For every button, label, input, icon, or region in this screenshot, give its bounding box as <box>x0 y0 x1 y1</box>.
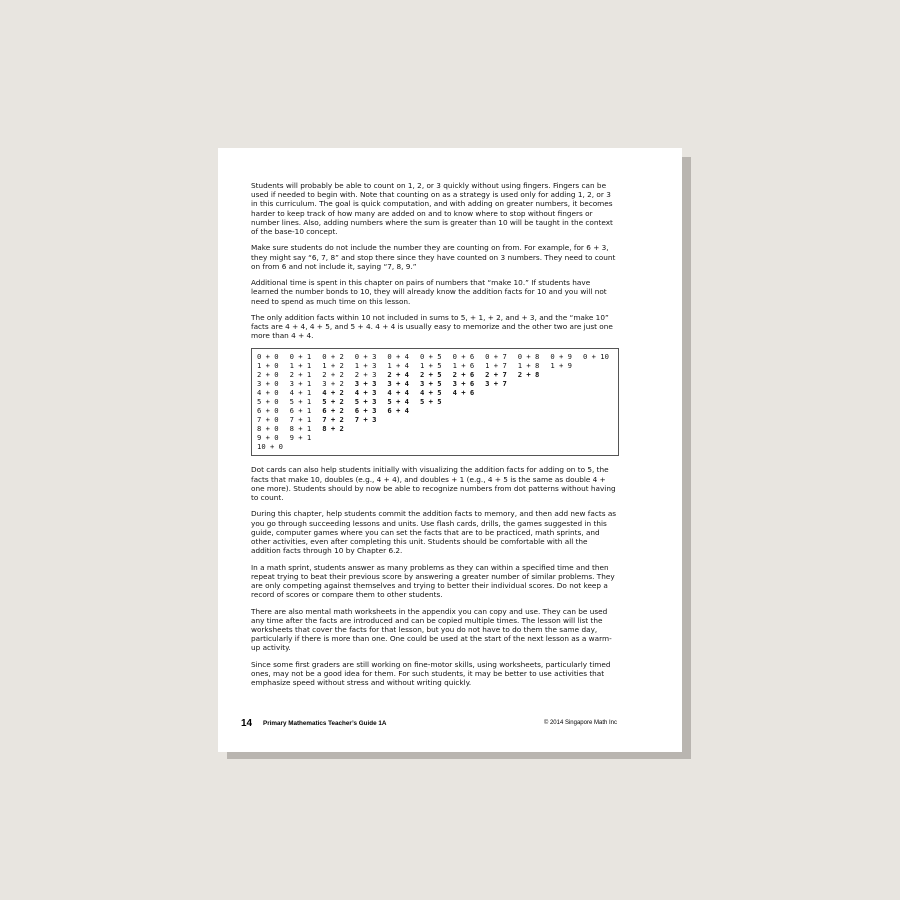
addition-fact: 8 + 1 <box>289 424 312 434</box>
addition-fact: 3 + 7 <box>485 378 507 388</box>
facts-column <box>485 352 518 452</box>
facts-column <box>453 352 486 452</box>
addition-fact: 4 + 6 <box>452 387 475 397</box>
addition-fact: 0 + 10 <box>582 351 609 361</box>
addition-fact: 5 + 4 <box>387 397 410 407</box>
page-content <box>251 181 619 695</box>
addition-fact: 0 + 9 <box>550 351 572 361</box>
addition-fact: 4 + 2 <box>322 387 344 397</box>
facts-column <box>355 352 388 452</box>
facts-column <box>322 352 355 452</box>
addition-fact: 2 + 6 <box>452 369 475 379</box>
addition-fact: 0 + 2 <box>322 351 344 361</box>
addition-fact: 3 + 4 <box>387 378 410 388</box>
paragraph-8: There are also mental math worksheets in the appendix you can copy and use. They can be used any time after the facts are introduced and can be copied multiple times. The lesson will list the worksheets that cover the facts for that lesson, but you do not have to do them the same day, particularly if there is more than one. One could be used at the start of the next lesson as a warm-up activity. <box>251 606 612 653</box>
addition-fact: 0 + 5 <box>419 351 442 361</box>
addition-fact: 4 + 3 <box>354 387 377 397</box>
paragraph-9: Since some first graders are still working on fine-motor skills, using worksheets, particularly timed ones, may not be a good idea for them. For such students, it may be better to use activities that emphasize speed without stress and without writing quickly. <box>251 659 611 688</box>
paragraph-7: In a math sprint, students answer as many problems as they can within a specified time and then repeat trying to beat their previous score by answering a greater number of similar problems. They are only competing against themselves and trying to better their individual scores. Do not keep a record of scores or compare them to other students. <box>251 562 615 600</box>
addition-fact: 6 + 1 <box>289 406 312 416</box>
paragraph-2: Make sure students do not include the number they are counting on from. For example, for 6 + 3, they might say “6, 7, 8” and stop there since they have counted on 3 numbers. They need to count on from 6 and not include it, saying “7, 8, 9.” <box>251 243 616 271</box>
addition-fact: 3 + 2 <box>322 378 344 388</box>
addition-facts-table <box>251 348 619 457</box>
addition-fact: 1 + 4 <box>387 360 410 370</box>
addition-fact: 0 + 7 <box>485 351 507 361</box>
addition-fact: 3 + 1 <box>289 378 312 388</box>
addition-fact: 1 + 3 <box>354 360 377 370</box>
page-footer <box>241 718 617 730</box>
addition-fact: 0 + 3 <box>354 351 377 361</box>
addition-fact: 3 + 6 <box>452 378 475 388</box>
addition-fact: 1 + 1 <box>289 360 312 370</box>
facts-column <box>257 352 290 452</box>
addition-fact: 5 + 5 <box>419 397 442 407</box>
document-page <box>218 148 682 752</box>
addition-fact: 1 + 7 <box>485 360 507 370</box>
addition-fact: 4 + 5 <box>419 387 442 397</box>
addition-fact: 2 + 4 <box>387 369 410 379</box>
page-number: 14 <box>241 718 253 729</box>
addition-fact: 5 + 3 <box>354 397 377 407</box>
addition-fact: 3 + 5 <box>419 378 442 388</box>
addition-fact: 7 + 1 <box>289 415 312 425</box>
addition-fact: 2 + 2 <box>322 369 344 379</box>
facts-column <box>583 352 616 452</box>
addition-fact: 0 + 6 <box>452 351 475 361</box>
addition-fact: 0 + 1 <box>289 351 312 361</box>
addition-fact: 7 + 3 <box>354 415 377 425</box>
addition-fact: 9 + 0 <box>257 433 279 443</box>
addition-fact: 7 + 0 <box>257 415 279 425</box>
addition-fact: 2 + 8 <box>517 369 540 379</box>
addition-fact: 10 + 0 <box>257 442 283 452</box>
addition-fact: 2 + 7 <box>485 369 507 379</box>
facts-column <box>518 352 551 452</box>
addition-fact: 9 + 1 <box>289 433 312 443</box>
addition-fact: 0 + 8 <box>517 351 540 361</box>
addition-fact: 8 + 2 <box>322 424 344 434</box>
addition-fact: 4 + 0 <box>257 387 279 397</box>
addition-fact: 5 + 2 <box>322 397 344 407</box>
copyright-notice: © 2014 Singapore Math Inc <box>543 720 617 726</box>
addition-fact: 5 + 0 <box>257 397 279 407</box>
addition-fact: 0 + 4 <box>387 351 410 361</box>
addition-fact: 3 + 3 <box>354 378 377 388</box>
addition-fact: 6 + 2 <box>322 406 344 416</box>
addition-fact: 2 + 3 <box>354 369 377 379</box>
addition-fact: 2 + 5 <box>419 369 442 379</box>
addition-fact: 1 + 0 <box>257 360 279 370</box>
addition-fact: 1 + 2 <box>322 360 344 370</box>
addition-fact: 0 + 0 <box>257 351 279 361</box>
facts-column <box>387 352 420 452</box>
addition-fact: 1 + 9 <box>550 360 572 370</box>
addition-fact: 6 + 3 <box>354 406 377 416</box>
book-title: Primary Mathematics Teacher’s Guide 1A <box>263 720 387 727</box>
addition-fact: 2 + 1 <box>289 369 312 379</box>
addition-fact: 7 + 2 <box>322 415 344 425</box>
paragraph-3: Additional time is spent in this chapter on pairs of numbers that “make 10.” If students have learned the number bonds to 10, they will already know the addition facts for 10 and you will not need to spend as much time on this lesson. <box>251 278 607 306</box>
addition-fact: 3 + 0 <box>257 378 279 388</box>
paragraph-1: Students will probably be able to count on 1, 2, or 3 quickly without using fingers. Fingers can be used if needed to begin with. Note that counting on as a strategy is used only for adding 1, 2, or 3 in this curriculum. The goal is quick computation, and with adding on greater numbers, it becomes harder to keep track of how many are added on and to know where to stop without fingers or number lines. Also, adding numbers where the sum is greater than 10 will be taught in the context of the base-10 concept. <box>251 181 613 237</box>
paragraph-5: Dot cards can also help students initially with visualizing the addition facts for adding on to 5, the facts that make 10, doubles (e.g., 4 + 4), and doubles + 1 (e.g., 4 + 5 is the same as double 4 + one more). Students should by now be able to recognize numbers from dot patterns without having to count. <box>251 465 616 502</box>
addition-fact: 2 + 0 <box>257 369 279 379</box>
addition-fact: 5 + 1 <box>289 397 312 407</box>
addition-fact: 1 + 8 <box>517 360 540 370</box>
addition-fact: 1 + 5 <box>419 360 442 370</box>
addition-fact: 1 + 6 <box>452 360 475 370</box>
addition-fact: 4 + 1 <box>289 387 312 397</box>
addition-fact: 6 + 0 <box>257 406 279 416</box>
paragraph-4: The only addition facts within 10 not included in sums to 5, + 1, + 2, and + 3, and the “make 10” facts are 4 + 4, 4 + 5, and 5 + 4. 4 + 4 is usually easy to memorize and the other two are just one more than 4 + 4. <box>251 313 613 341</box>
addition-fact: 8 + 0 <box>257 424 279 434</box>
addition-fact: 4 + 4 <box>387 387 410 397</box>
addition-fact: 6 + 4 <box>387 406 410 416</box>
facts-column <box>420 352 453 452</box>
facts-column <box>290 352 323 452</box>
facts-column <box>550 352 583 452</box>
paragraph-6: During this chapter, help students commit the addition facts to memory, and then add new facts as you go through succeeding lessons and units. Use flash cards, drills, the games suggested in this guide, computer games where you can set the facts that are to be practiced, math sprints, and other activities, even after completing this unit. Students should be comfortable with all the addition facts through 10 by Chapter 6.2. <box>251 509 617 556</box>
